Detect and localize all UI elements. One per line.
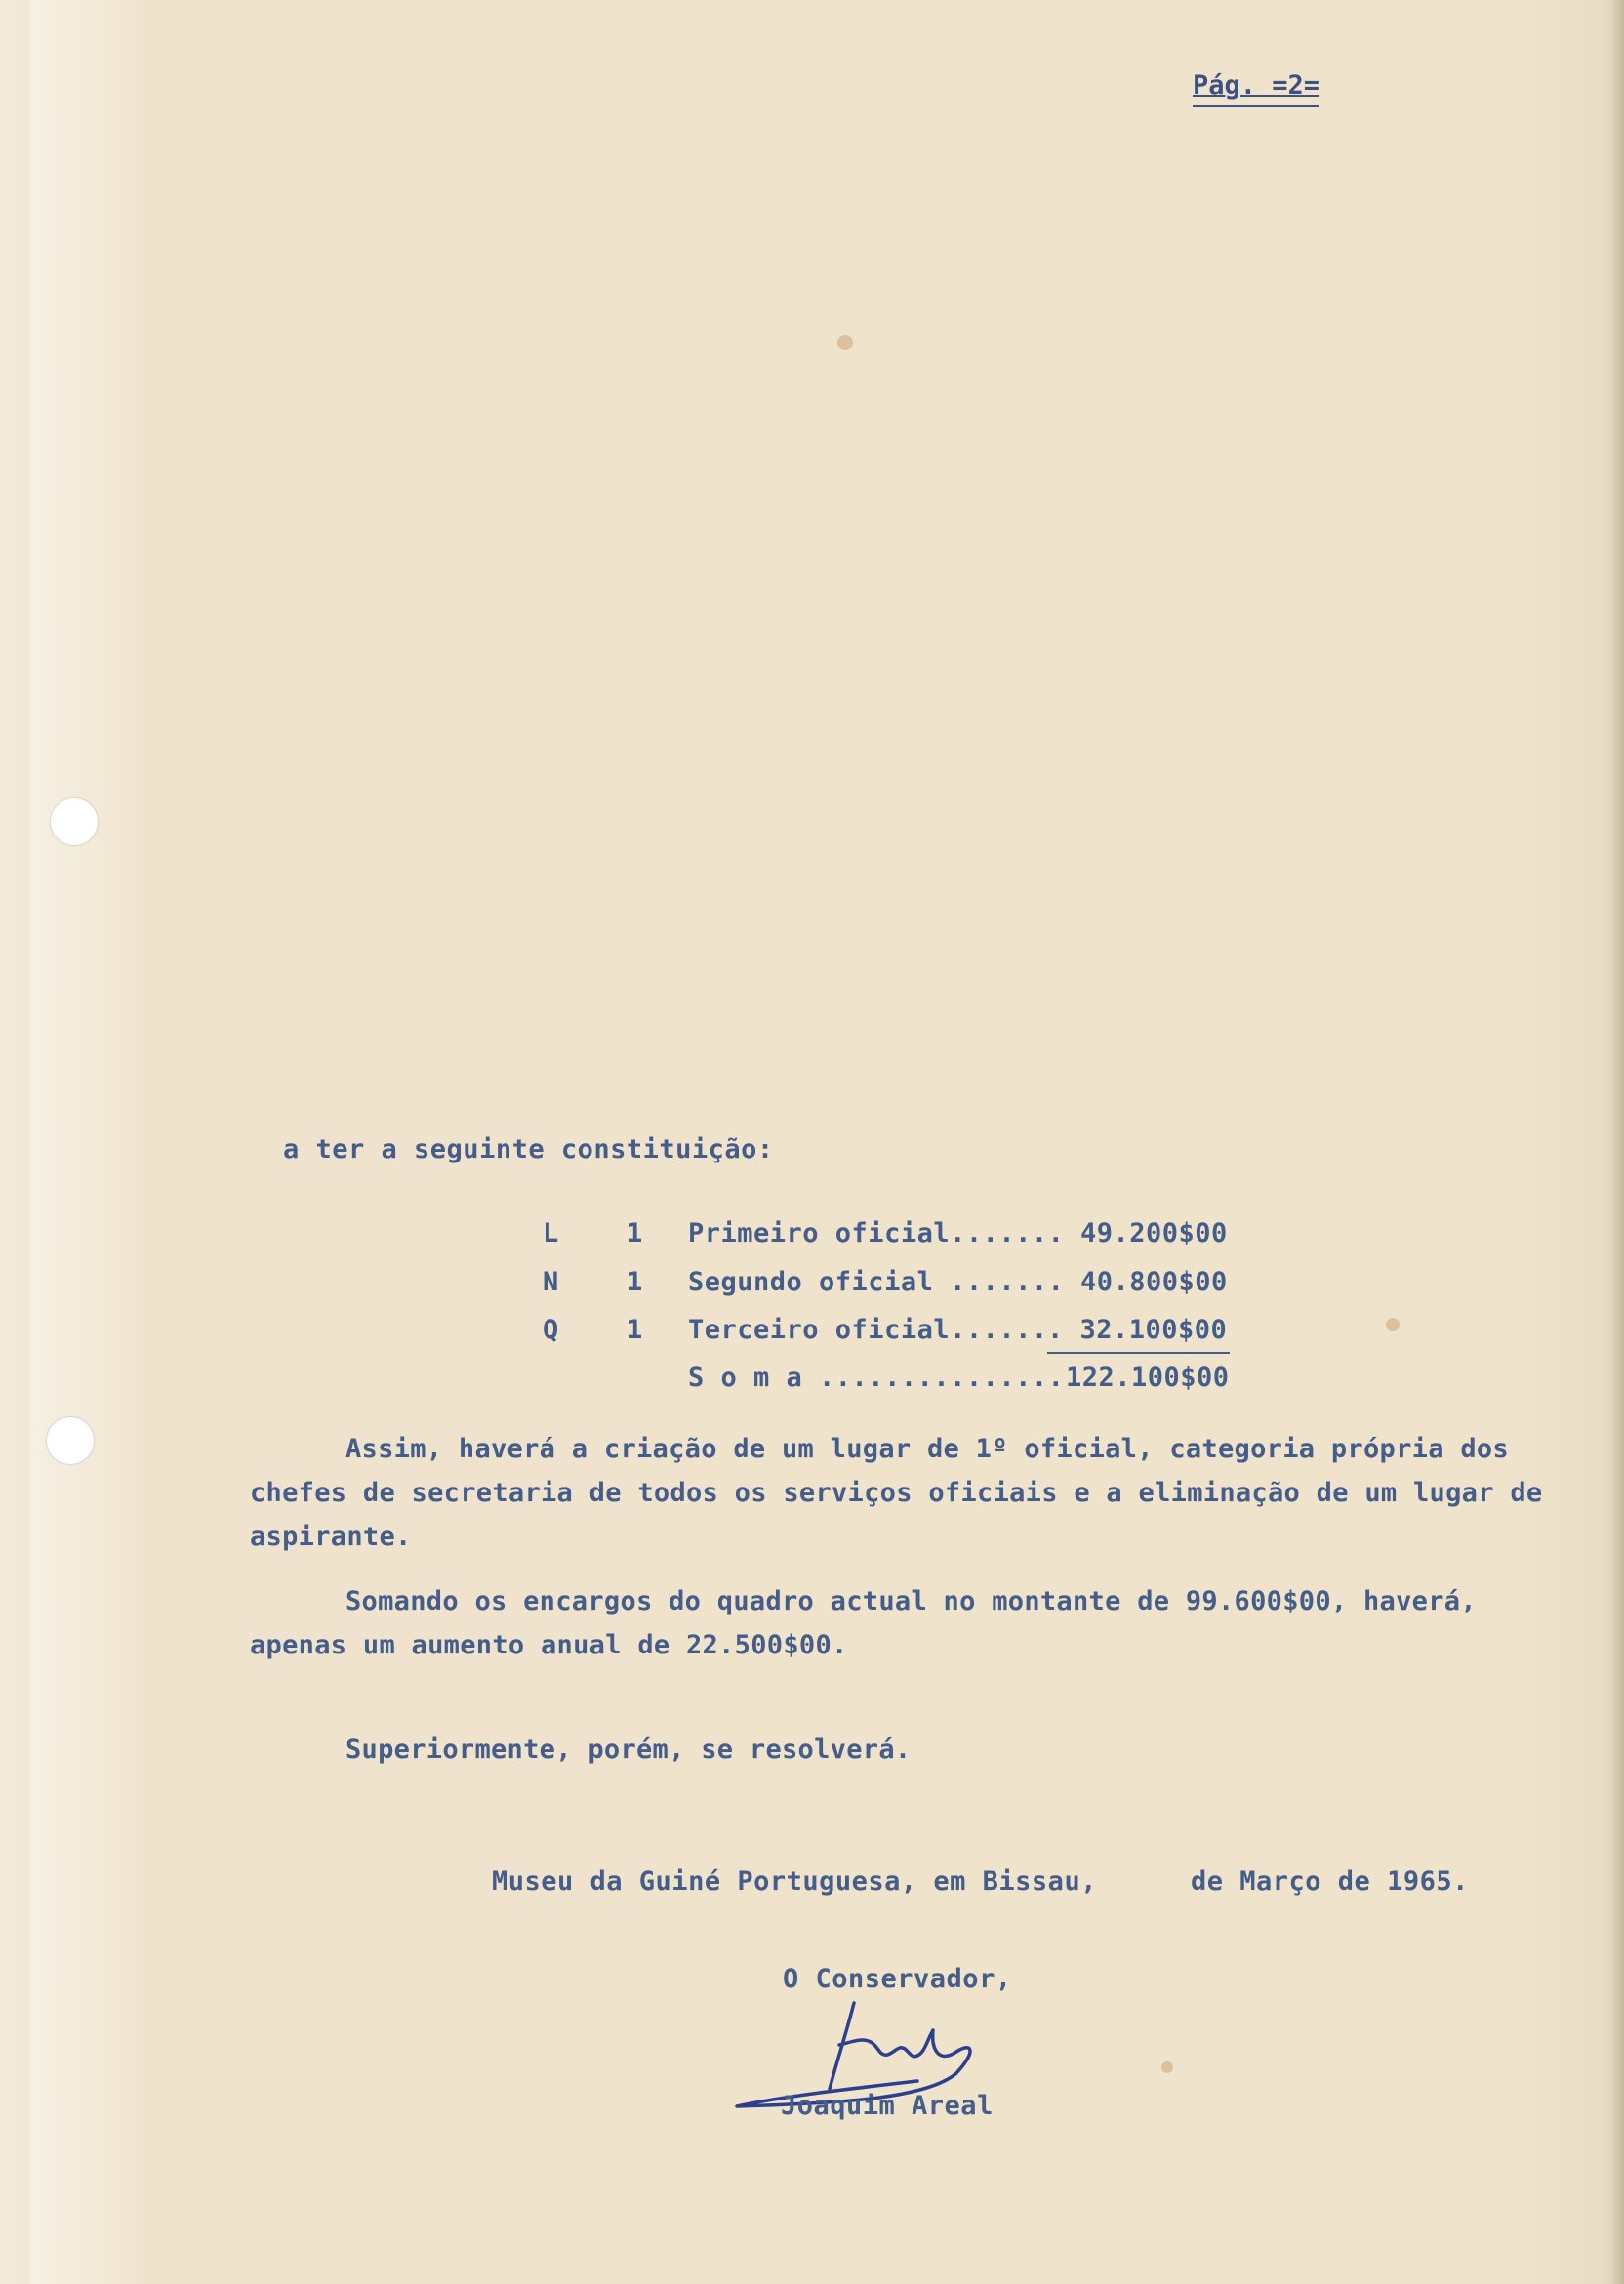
row-amount: 49.200$00 [1080,1218,1228,1248]
signatory-title: O Conservador, [783,1964,1012,1994]
row-count: 1 [627,1267,643,1297]
punch-hole-bottom [47,1417,94,1464]
row-letter: L [543,1218,559,1248]
place-text: Museu da Guiné Portuguesa, em Bissau, [492,1866,1097,1897]
paragraph-superiormente [250,1728,1558,1772]
row-letter: N [543,1267,559,1297]
page-number: Pág. =2= [1193,70,1320,101]
row-description: Segundo oficial ....... [688,1267,1065,1297]
row-amount: . 32.100$00 [1047,1315,1228,1345]
paper-fold-shading [29,0,137,2284]
stain-mark [1386,1318,1400,1331]
paragraph-somando [250,1579,1558,1667]
paragraph-text: Superiormente, porém, se resolverá. [345,1734,912,1765]
total-label: S o m a ............... [688,1363,1065,1393]
stain-mark [1161,2061,1173,2073]
stain-mark [837,335,853,350]
date-text: de Março de 1965. [1191,1866,1469,1897]
row-count: 1 [627,1315,643,1345]
paragraph-text: Somando os encargos do quadro actual no montante de 99.600$00, haverá, apenas um aumento anual de 22.500$00. [250,1586,1477,1660]
row-description: Primeiro oficial....... [688,1218,1065,1248]
total-amount: 122.100$00 [1066,1363,1230,1393]
row-letter: Q [543,1315,559,1345]
paragraph-text: Assim, haverá a criação de um lugar de 1º oficial, categoria própria dos chefes de secretaria de todos os serviços oficiais e a eliminação de um lugar de aspirante. [250,1434,1543,1552]
row-description: Terceiro oficial...... [688,1315,1048,1345]
paragraph-assim [250,1427,1558,1559]
row-amount: 40.800$00 [1080,1267,1228,1297]
punch-hole-top [51,798,98,845]
intro-line: a ter a seguinte constituição: [283,1134,774,1164]
signatory-name: Joaquim Areal [781,2091,994,2121]
paper-edge-shadow [1610,0,1624,2284]
subtotal-underline [1047,1352,1230,1354]
row-count: 1 [627,1218,643,1248]
